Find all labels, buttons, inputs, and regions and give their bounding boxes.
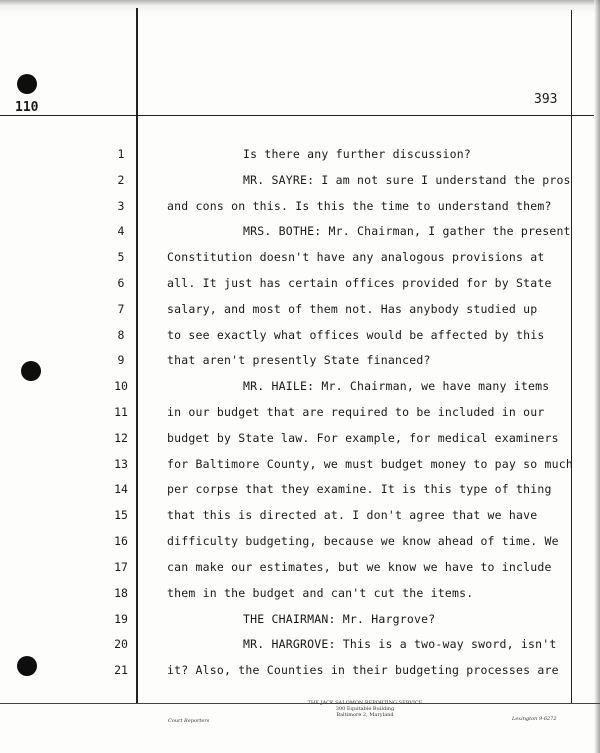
transcript-line: them in the budget and can't cut the items. — [167, 586, 474, 600]
footer-reporting-service — [270, 700, 460, 718]
transcript-line: difficulty budgeting, because we know ahead of time. We — [167, 534, 559, 548]
transcript-line: and cons on this. Is this the time to understand them? — [167, 199, 552, 213]
transcript-line: that aren't presently State financed? — [167, 353, 431, 367]
footer-company: THE JACK SALOMON REPORTING SERVICE — [307, 700, 423, 706]
line-number: 19 — [114, 612, 128, 626]
transcript-line: all. It just has certain offices provided for by State — [167, 276, 552, 290]
line-number: 6 — [117, 276, 125, 290]
line-number: 1 — [117, 147, 125, 161]
transcript-line: THE CHAIRMAN: Mr. Hargrove? — [243, 612, 436, 626]
line-number: 10 — [114, 379, 128, 393]
line-number: 3 — [117, 199, 125, 213]
scan-edge-top — [0, 0, 600, 14]
footer-address-2: Baltimore 2, Maryland — [336, 712, 394, 718]
transcript-line: budget by State law. For example, for medical examiners — [167, 431, 559, 445]
transcript-line: for Baltimore County, we must budget money to pay so much — [167, 457, 574, 471]
line-number: 11 — [114, 405, 128, 419]
line-number: 4 — [117, 224, 125, 238]
footer-address-1: 300 Equitable Building — [335, 706, 395, 712]
line-number: 18 — [114, 586, 128, 600]
left-number: 110 — [15, 100, 39, 115]
transcript-line: to see exactly what offices would be affected by this — [167, 328, 545, 342]
scan-edge-right — [594, 0, 600, 753]
transcript-line: MR. HAILE: Mr. Chairman, we have many items — [243, 379, 550, 393]
transcript-line: it? Also, the Counties in their budgeting processes are — [167, 663, 559, 677]
line-number: 21 — [114, 663, 128, 677]
transcript-line: MRS. BOTHE: Mr. Chairman, I gather the present — [243, 224, 571, 238]
line-number: 13 — [114, 457, 128, 471]
line-number: 8 — [117, 328, 125, 342]
transcript-line: Is there any further discussion? — [243, 147, 471, 161]
transcript-line: salary, and most of them not. Has anybody studied up — [167, 302, 538, 316]
transcript-line: that this is directed at. I don't agree that we have — [167, 508, 538, 522]
header-rule — [0, 115, 594, 116]
transcript-line: MR. SAYRE: I am not sure I understand the pros — [243, 173, 571, 187]
punch-hole-top — [17, 74, 37, 94]
line-number: 16 — [114, 534, 128, 548]
footer-phone: Lexington 9-6272 — [512, 716, 557, 722]
line-number: 5 — [117, 250, 125, 264]
transcript-line: MR. HARGROVE: This is a two-way sword, isn't — [243, 637, 557, 651]
line-number: 17 — [114, 560, 128, 574]
line-number: 9 — [117, 353, 125, 367]
page-number: 393 — [534, 92, 558, 107]
punch-hole-bottom — [17, 656, 37, 676]
line-number: 15 — [114, 508, 128, 522]
line-number: 20 — [114, 637, 128, 651]
footer-left: Court Reporters — [168, 718, 210, 724]
right-margin-rule — [571, 10, 572, 703]
line-number: 7 — [117, 302, 125, 316]
line-number: 12 — [114, 431, 128, 445]
transcript-line: can make our estimates, but we know we have to include — [167, 560, 552, 574]
left-margin-rule — [136, 8, 138, 703]
line-number: 2 — [117, 173, 125, 187]
punch-hole-middle — [21, 361, 41, 381]
transcript-line: Constitution doesn't have any analogous provisions at — [167, 250, 545, 264]
transcript-line: in our budget that are required to be included in our — [167, 405, 545, 419]
transcript-line: per corpse that they examine. It is this type of thing — [167, 482, 552, 496]
line-number: 14 — [114, 482, 128, 496]
